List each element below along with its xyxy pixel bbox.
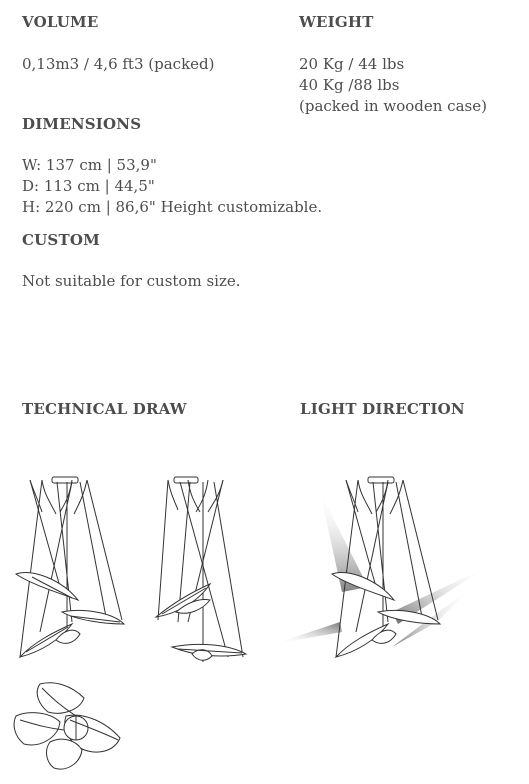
technical-drawing-top-view xyxy=(10,676,130,776)
weight-line-3: (packed in wooden case) xyxy=(299,97,487,115)
volume-heading: VOLUME xyxy=(22,13,99,31)
dimension-width: W: 137 cm | 53,9" xyxy=(22,156,157,174)
technical-draw-heading: TECHNICAL DRAW xyxy=(22,400,187,418)
volume-value: 0,13m3 / 4,6 ft3 (packed) xyxy=(22,55,215,73)
custom-value: Not suitable for custom size. xyxy=(22,272,241,290)
weight-line-2: 40 Kg /88 lbs xyxy=(299,76,400,94)
technical-drawing-side-view xyxy=(148,472,258,672)
dimension-depth: D: 113 cm | 44,5" xyxy=(22,177,155,195)
weight-lines xyxy=(299,54,487,117)
weight-line-1: 20 Kg / 44 lbs xyxy=(299,55,405,73)
weight-heading: WEIGHT xyxy=(299,13,374,31)
technical-drawing-front-view xyxy=(12,472,132,672)
dimension-height: H: 220 cm | 86,6" Height customizable. xyxy=(22,198,323,216)
dimensions-lines xyxy=(22,155,322,218)
custom-heading: CUSTOM xyxy=(22,231,100,249)
light-direction-heading: LIGHT DIRECTION xyxy=(300,400,465,418)
light-direction-drawing xyxy=(272,472,502,672)
dimensions-heading: DIMENSIONS xyxy=(22,115,142,133)
